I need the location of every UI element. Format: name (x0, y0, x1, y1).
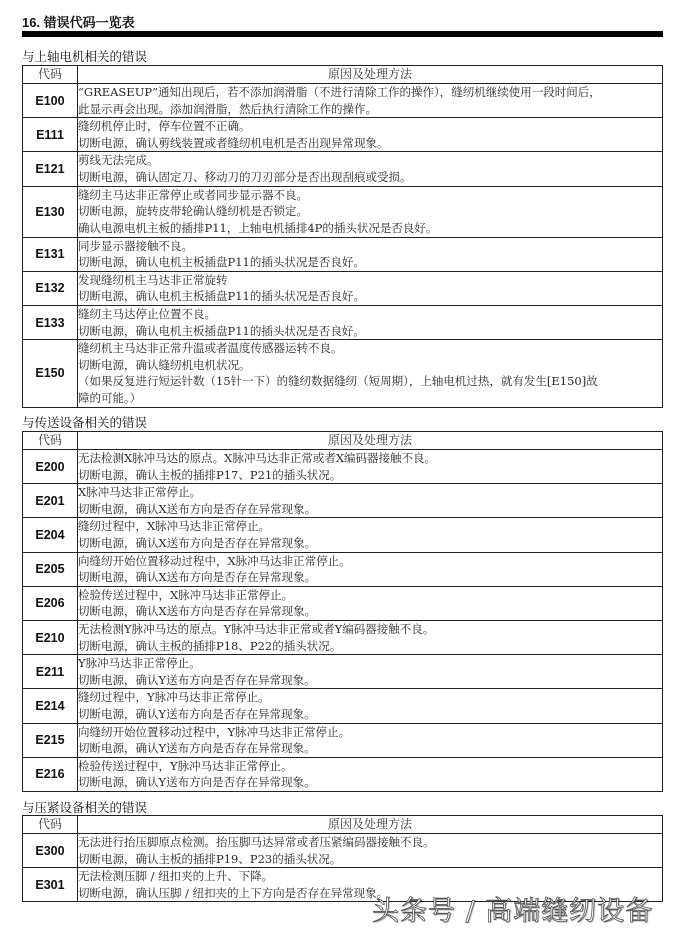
description-line: 切断电源，旋转皮带轮确认缝纫机是否锁定。 (78, 204, 308, 219)
error-description (78, 689, 663, 723)
description-line: 检验传送过程中，X脉冲马达非正常停止。 (78, 587, 294, 602)
description-line: 无法进行抬压脚原点检测。抬压脚马达异常或者压紧编码器接触不良。 (78, 835, 435, 849)
description-line: 确认电源电机主板的插排P11，上轴电机插排4P的插头状况是否良好。 (78, 220, 438, 235)
error-code: E201 (23, 484, 78, 518)
column-header-code: 代码 (23, 66, 78, 84)
error-description (78, 305, 663, 339)
error-code: E130 (23, 186, 78, 237)
page-title: 16. 错误代码一览表 (22, 15, 135, 30)
table-row (23, 152, 663, 186)
description-line: 缝纫机主马达非正常升温或者温度传感器运转不良。 (78, 341, 343, 356)
error-code: E150 (23, 340, 78, 407)
table-row (23, 305, 663, 339)
description-line: 切断电源，确认X送布方向是否存在异常现象。 (78, 604, 317, 619)
description-line: 向缝纫开始位置移动过程中，X脉冲马达非正常停止。 (78, 553, 351, 568)
description-line: 缝纫过程中，Y脉冲马达非正常停止。 (78, 690, 270, 705)
description-line: 切断电源，确认固定刀、移动刀的刀刃部分是否出现刮痕或受损。 (78, 169, 412, 184)
description-line: 同步显示器接触不良。 (78, 238, 193, 253)
error-description (78, 152, 663, 186)
title-divider (22, 31, 663, 37)
description-line: 缝纫主马达非正常停止或者同步显示器不良。 (78, 187, 308, 202)
table-row (23, 484, 663, 518)
section-heading-feed-device: 与传送设备相关的错误 (22, 416, 148, 430)
description-line: 切断电源，确认Y送布方向是否存在异常现象。 (78, 706, 316, 721)
description-line: 切断电源，确认剪线装置或者缝纫机电机是否出现异常现象。 (78, 135, 389, 150)
error-code: E210 (23, 620, 78, 654)
description-line: 切断电源，确认电机主板插盘P11的插头状况是否良好。 (78, 289, 365, 304)
description-line: 无法检测压脚 / 纽扣夹的上升、下降。 (78, 869, 274, 884)
description-line: 无法检测X脉冲马达的原点。X脉冲马达非正常或者X编码器接触不良。 (78, 451, 437, 465)
description-line: 切断电源，确认Y送布方向是否存在异常现象。 (78, 741, 316, 756)
table-row (23, 655, 663, 689)
error-code: E214 (23, 689, 78, 723)
table-row (23, 834, 663, 868)
error-description (78, 450, 663, 484)
error-code: E200 (23, 450, 78, 484)
table-row (23, 450, 663, 484)
error-code: E111 (23, 118, 78, 152)
error-description (78, 620, 663, 654)
error-code: E301 (23, 868, 78, 902)
table-header-row (23, 432, 663, 450)
description-line: （如果反复进行短运针数（15针一下）的缝纫数据缝纫（短周期），上轴电机过热，就有发生[E150]故 (78, 374, 598, 389)
description-line: 缝纫过程中，X脉冲马达非正常停止。 (78, 519, 271, 534)
error-description (78, 237, 663, 271)
error-code: E206 (23, 586, 78, 620)
error-description (78, 118, 663, 152)
table-row (23, 723, 663, 757)
error-description (78, 84, 663, 118)
error-code: E216 (23, 757, 78, 791)
description-line: 切断电源，确认缝纫机电机状况。 (78, 357, 251, 372)
error-code: E205 (23, 552, 78, 586)
error-description (78, 834, 663, 868)
error-code: E131 (23, 237, 78, 271)
error-description (78, 484, 663, 518)
description-line: X脉冲马达非正常停止。 (78, 485, 202, 500)
table-row (23, 340, 663, 407)
description-line: “GREASEUP”通知出现后，若不添加润滑脂（不进行清除工作的操作），缝纫机继续使用一段时间后， (78, 85, 601, 99)
error-code: E215 (23, 723, 78, 757)
error-description (78, 586, 663, 620)
column-header-code: 代码 (23, 816, 78, 834)
error-description (78, 757, 663, 791)
error-code: E133 (23, 305, 78, 339)
description-line: 切断电源，确认主板的插排P17、P21的插头状况。 (78, 467, 342, 482)
error-table-feed-device (22, 431, 663, 792)
watermark-text: 头条号 / 高端缝纫设备 (372, 896, 654, 927)
error-description (78, 271, 663, 305)
table-row (23, 118, 663, 152)
description-line: 切断电源，确认X送布方向是否存在异常现象。 (78, 570, 317, 585)
description-line: 切断电源，确认Y送布方向是否存在异常现象。 (78, 775, 316, 790)
description-line: 缝纫机停止时，停车位置不正确。 (78, 119, 251, 134)
description-line: 发现缝纫机主马达非正常旋转 (78, 272, 228, 287)
error-code: E121 (23, 152, 78, 186)
column-header-description: 原因及处理方法 (78, 432, 663, 450)
error-table-upper-shaft-motor (22, 65, 663, 408)
table-row (23, 586, 663, 620)
description-line: 检验传送过程中，Y脉冲马达非正常停止。 (78, 758, 293, 773)
description-line: 剪线无法完成。 (78, 153, 159, 168)
description-line: 障的可能。） (78, 390, 142, 405)
error-code: E132 (23, 271, 78, 305)
table-row (23, 271, 663, 305)
description-line: Y脉冲马达非正常停止。 (78, 656, 201, 671)
description-line: 切断电源，确认主板的插排P18、P22的插头状况。 (78, 638, 342, 653)
section-heading-presser-device: 与压紧设备相关的错误 (22, 801, 148, 815)
description-line: 向缝纫开始位置移动过程中，Y脉冲马达非正常停止。 (78, 724, 351, 739)
error-description (78, 340, 663, 407)
table-row (23, 552, 663, 586)
error-description (78, 186, 663, 237)
error-description (78, 723, 663, 757)
error-description (78, 655, 663, 689)
column-header-description: 原因及处理方法 (78, 816, 663, 834)
column-header-description: 原因及处理方法 (78, 66, 663, 84)
table-row (23, 84, 663, 118)
table-row (23, 518, 663, 552)
description-line: 切断电源，确认电机主板插盘P11的插头状况是否良好。 (78, 255, 365, 270)
description-line: 切断电源，确认电机主板插盘P11的插头状况是否良好。 (78, 323, 365, 338)
error-code: E300 (23, 834, 78, 868)
table-header-row (23, 66, 663, 84)
table-header-row (23, 816, 663, 834)
error-description (78, 518, 663, 552)
error-description (78, 552, 663, 586)
description-line: 此显示再会出现。添加润滑脂，然后执行清除工作的操作。 (78, 101, 377, 116)
description-line: 切断电源，确认X送布方向是否存在异常现象。 (78, 535, 317, 550)
error-code: E100 (23, 84, 78, 118)
table-row (23, 186, 663, 237)
description-line: 无法检测Y脉冲马达的原点。Y脉冲马达非正常或者Y编码器接触不良。 (78, 621, 435, 636)
description-line: 切断电源，确认Y送布方向是否存在异常现象。 (78, 672, 316, 687)
description-line: 切断电源，确认主板的插排P19、P23的插头状况。 (78, 851, 342, 866)
column-header-code: 代码 (23, 432, 78, 450)
description-line: 切断电源，确认压脚 / 纽扣夹的上下方向是否存在异常现象。 (78, 885, 389, 900)
error-code: E211 (23, 655, 78, 689)
description-line: 缝纫主马达停止位置不良。 (78, 306, 216, 321)
section-heading-upper-shaft-motor: 与上轴电机相关的错误 (22, 50, 148, 64)
table-row (23, 689, 663, 723)
error-code: E204 (23, 518, 78, 552)
table-row (23, 237, 663, 271)
table-row (23, 757, 663, 791)
description-line: 切断电源，确认X送布方向是否存在异常现象。 (78, 501, 317, 516)
table-row (23, 620, 663, 654)
